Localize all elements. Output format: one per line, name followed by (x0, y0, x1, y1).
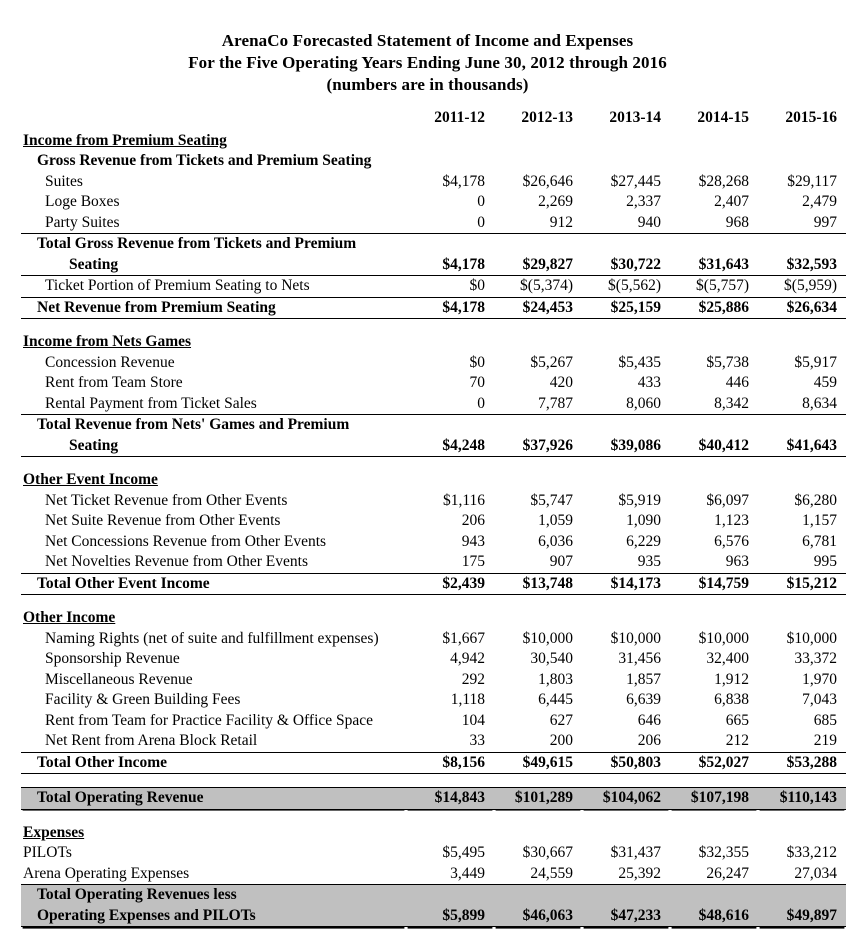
row-value: 446 (725, 374, 749, 391)
total-value: $4,178 (406, 234, 494, 276)
row-label: Net Rent from Arena Block Retail (21, 731, 406, 752)
total-value: $30,722 (582, 234, 670, 276)
heading-text: Income from Nets Games (23, 333, 192, 350)
row-value: 1,857 (626, 670, 661, 688)
row-label: Naming Rights (net of suite and fulfillment expenses) (45, 629, 379, 647)
row-value: 33 (406, 731, 494, 752)
document-title-block (0, 0, 855, 96)
total-label: Total Other Income (37, 753, 168, 771)
row-value: 935 (582, 552, 670, 573)
table-row (21, 172, 846, 193)
row-value: 3,449 (450, 864, 485, 882)
row-value: 685 (813, 711, 837, 729)
row-value: 997 (758, 213, 846, 234)
total-row-nets-games (21, 415, 846, 457)
row-value: 459 (813, 374, 837, 391)
row-value: $27,445 (610, 172, 661, 190)
heading-text: Other Income (23, 609, 116, 626)
total-row-other-income (21, 752, 846, 774)
row-value: 33,372 (794, 650, 837, 667)
table-row (21, 690, 846, 711)
row-value: 0 (477, 193, 485, 210)
section-spacer (21, 595, 846, 609)
row-value: 25,392 (618, 864, 661, 882)
row-value: 206 (461, 512, 485, 529)
row-label: Net Suite Revenue from Other Events (45, 512, 281, 529)
row-value: 6,576 (714, 532, 749, 550)
row-value: 2,337 (626, 193, 661, 210)
row-value: 6,838 (714, 691, 749, 708)
row-value: 420 (549, 374, 573, 391)
row-value: 24,559 (530, 864, 573, 882)
income-expense-table (21, 108, 846, 927)
total-label: Net Revenue from Premium Seating (37, 298, 276, 316)
row-value: 212 (670, 731, 758, 752)
row-value: 1,090 (626, 512, 661, 529)
row-label: Net Concessions Revenue from Other Events (45, 532, 327, 550)
row-value: $29,117 (787, 172, 837, 190)
total-value: $49,615 (494, 752, 582, 774)
total-value: $41,643 (758, 415, 846, 457)
total-value: $110,143 (758, 788, 846, 810)
row-value: $(5,562) (582, 276, 670, 298)
row-value: $1,116 (442, 491, 485, 509)
row-value: 627 (549, 711, 573, 729)
row-label: Net Ticket Revenue from Other Events (45, 491, 288, 509)
row-value: 968 (670, 213, 758, 234)
total-value: $49,897 (758, 885, 846, 927)
column-header-2015-16: 2015-16 (785, 109, 837, 126)
table-row (21, 843, 846, 864)
row-value: $6,280 (794, 491, 837, 509)
table-row (21, 353, 846, 374)
row-label: Miscellaneous Revenue (45, 670, 193, 688)
row-value: $5,919 (618, 491, 661, 509)
row-value: 7,787 (494, 394, 582, 415)
row-value: 70 (469, 374, 485, 391)
row-value: $31,437 (610, 844, 661, 861)
row-value: 7,043 (802, 691, 837, 708)
row-value: 2,269 (538, 193, 573, 210)
total-value: $8,156 (406, 752, 494, 774)
row-value: 219 (758, 731, 846, 752)
total-label-line1: Total Revenue from Nets' Games and Premium (37, 416, 350, 433)
row-value: $5,267 (530, 353, 573, 371)
total-value: $4,248 (406, 415, 494, 457)
total-value: $24,453 (494, 297, 582, 319)
total-value: $14,759 (670, 573, 758, 595)
total-row-other-event-income (21, 573, 846, 595)
table-row (21, 213, 846, 234)
column-header-row (21, 108, 846, 131)
section-heading-nets-games (21, 332, 846, 353)
row-value: 6,781 (802, 532, 837, 550)
row-value: 6,036 (538, 532, 573, 550)
total-value: $40,412 (670, 415, 758, 457)
total-label-line1: Total Gross Revenue from Tickets and Premium (37, 235, 357, 252)
total-value: $53,288 (758, 752, 846, 774)
table-row (21, 491, 846, 512)
row-value: 200 (494, 731, 582, 752)
row-label: Rental Payment from Ticket Sales (21, 394, 406, 415)
total-value: $32,593 (758, 234, 846, 276)
row-value: 31,456 (618, 650, 661, 667)
table-row (21, 670, 846, 691)
column-header-2012-13: 2012-13 (521, 109, 573, 126)
row-value: $5,738 (706, 353, 749, 371)
total-value: $14,843 (406, 788, 494, 810)
row-value: $0 (469, 353, 485, 371)
total-operating-revenue-row (21, 788, 846, 810)
column-header-2014-15: 2014-15 (697, 109, 749, 126)
row-value: 2,407 (714, 193, 749, 210)
row-value: 940 (582, 213, 670, 234)
total-value: $2,439 (406, 573, 494, 595)
table-row (21, 532, 846, 553)
row-value: 27,034 (794, 864, 837, 882)
section-heading-premium-seating (21, 131, 846, 152)
heading-text: Other Event Income (23, 471, 158, 488)
row-value: $26,646 (522, 172, 573, 190)
total-value: $52,027 (670, 752, 758, 774)
row-label: Suites (45, 172, 83, 190)
row-value: 8,634 (758, 394, 846, 415)
row-value: $0 (406, 276, 494, 298)
row-value: $5,435 (618, 353, 661, 371)
row-value: $28,268 (698, 172, 749, 190)
row-value: 1,059 (538, 512, 573, 529)
table-row (21, 192, 846, 213)
row-value: $(5,374) (494, 276, 582, 298)
row-value: 1,912 (714, 670, 749, 688)
row-value: 1,970 (802, 670, 837, 688)
total-row-gross-revenue (21, 234, 846, 276)
table-row (21, 649, 846, 670)
section-spacer (21, 809, 846, 823)
total-value: $107,198 (670, 788, 758, 810)
total-value: $101,289 (494, 788, 582, 810)
row-value: 995 (758, 552, 846, 573)
heading-text: Expenses (23, 823, 85, 841)
total-row-net-premium-seating (21, 297, 846, 319)
section-spacer (21, 319, 846, 333)
table-row-ticket-portion (21, 276, 846, 298)
section-heading-expenses (21, 823, 846, 844)
column-header-2013-14: 2013-14 (609, 109, 661, 126)
row-label: Facility & Green Building Fees (45, 691, 241, 708)
row-value: 6,639 (626, 691, 661, 708)
total-value: $25,886 (670, 297, 758, 319)
row-label: Sponsorship Revenue (45, 650, 180, 667)
row-value: $30,667 (522, 844, 573, 861)
section-spacer (21, 774, 846, 788)
title-line-1: ArenaCo Forecasted Statement of Income and Expenses (221, 31, 634, 50)
total-value: $39,086 (582, 415, 670, 457)
row-value: 1,118 (450, 691, 485, 708)
total-value: $26,634 (758, 297, 846, 319)
header-blank-cell (21, 108, 406, 131)
total-value: $37,926 (494, 415, 582, 457)
row-value: 0 (406, 213, 494, 234)
row-value: $(5,757) (670, 276, 758, 298)
row-label: Ticket Portion of Premium Seating to Nets (21, 276, 406, 298)
total-label: Total Operating Revenue (37, 789, 204, 806)
row-value: $(5,959) (758, 276, 846, 298)
row-value: $10,000 (522, 629, 573, 647)
row-value: 943 (461, 532, 485, 550)
row-value: 1,123 (714, 512, 749, 529)
total-label-line2: Operating Expenses and PILOTs (37, 906, 256, 924)
total-value: $4,178 (406, 297, 494, 319)
total-label: Total Other Event Income (37, 574, 210, 592)
heading-text: Income from Premium Seating (23, 131, 227, 149)
subheading-gross-revenue (21, 151, 846, 172)
row-value: 26,247 (706, 864, 749, 882)
table-row (21, 373, 846, 394)
table-row (21, 552, 846, 573)
row-value: 1,157 (802, 512, 837, 529)
row-value: $5,495 (442, 844, 485, 861)
row-label: Arena Operating Expenses (23, 864, 190, 882)
row-value: $1,667 (442, 629, 485, 647)
total-label-line1: Total Operating Revenues less (37, 886, 237, 903)
total-value: $47,233 (582, 885, 670, 927)
row-value: $6,097 (706, 491, 749, 509)
row-value: 907 (494, 552, 582, 573)
row-value: 963 (670, 552, 758, 573)
table-row (21, 731, 846, 752)
table-row (21, 864, 846, 885)
row-value: 8,060 (582, 394, 670, 415)
row-value: 2,479 (802, 193, 837, 210)
row-value: 8,342 (670, 394, 758, 415)
row-label: Rent from Team Store (45, 374, 183, 391)
row-label: Concession Revenue (45, 353, 175, 371)
section-heading-other-event-income (21, 470, 846, 491)
row-value: $33,212 (786, 844, 837, 861)
row-value: $10,000 (610, 629, 661, 647)
row-value: 912 (494, 213, 582, 234)
row-value: $32,355 (698, 844, 749, 861)
total-value: $29,827 (494, 234, 582, 276)
table-row (21, 711, 846, 732)
total-value: $14,173 (582, 573, 670, 595)
row-value: 175 (406, 552, 494, 573)
table-row (21, 629, 846, 650)
section-heading-other-income (21, 608, 846, 629)
row-value: $10,000 (698, 629, 749, 647)
total-label-line2: Seating (69, 255, 119, 273)
total-value: $25,159 (582, 297, 670, 319)
row-value: 0 (406, 394, 494, 415)
row-label: Rent from Team for Practice Facility & Office Space (45, 711, 374, 729)
table-row (21, 394, 846, 415)
row-value: $4,178 (442, 172, 485, 190)
title-line-3: (numbers are in thousands) (326, 75, 529, 94)
total-label-line2: Seating (69, 436, 119, 454)
row-value: 6,445 (538, 691, 573, 708)
table-row (21, 511, 846, 532)
row-value: 1,803 (538, 670, 573, 688)
row-value: 646 (637, 711, 661, 729)
row-label: Loge Boxes (45, 193, 120, 210)
row-value: 6,229 (626, 532, 661, 550)
section-spacer (21, 457, 846, 471)
row-value: $10,000 (786, 629, 837, 647)
row-value: 4,942 (450, 650, 485, 667)
total-value: $13,748 (494, 573, 582, 595)
row-label: PILOTs (23, 844, 72, 861)
row-value: 30,540 (530, 650, 573, 667)
row-value: 292 (461, 670, 485, 688)
total-value: $46,063 (494, 885, 582, 927)
total-value: $48,616 (670, 885, 758, 927)
row-value: $5,917 (794, 353, 837, 371)
row-value: $5,747 (530, 491, 573, 509)
net-operating-result-row (21, 885, 846, 927)
row-value: 104 (461, 711, 485, 729)
row-value: 206 (582, 731, 670, 752)
row-label: Net Novelties Revenue from Other Events (21, 552, 406, 573)
total-value: $31,643 (670, 234, 758, 276)
row-value: 32,400 (706, 650, 749, 667)
total-value: $104,062 (582, 788, 670, 810)
total-value: $50,803 (582, 752, 670, 774)
row-value: 665 (725, 711, 749, 729)
total-value: $5,899 (406, 885, 494, 927)
total-value: $15,212 (758, 573, 846, 595)
subheading-text: Gross Revenue from Tickets and Premium Seating (37, 152, 372, 169)
column-header-2011-12: 2011-12 (434, 109, 485, 126)
row-label: Party Suites (21, 213, 406, 234)
title-line-2: For the Five Operating Years Ending June 30, 2012 through 2016 (188, 53, 667, 72)
row-value: 433 (637, 374, 661, 391)
